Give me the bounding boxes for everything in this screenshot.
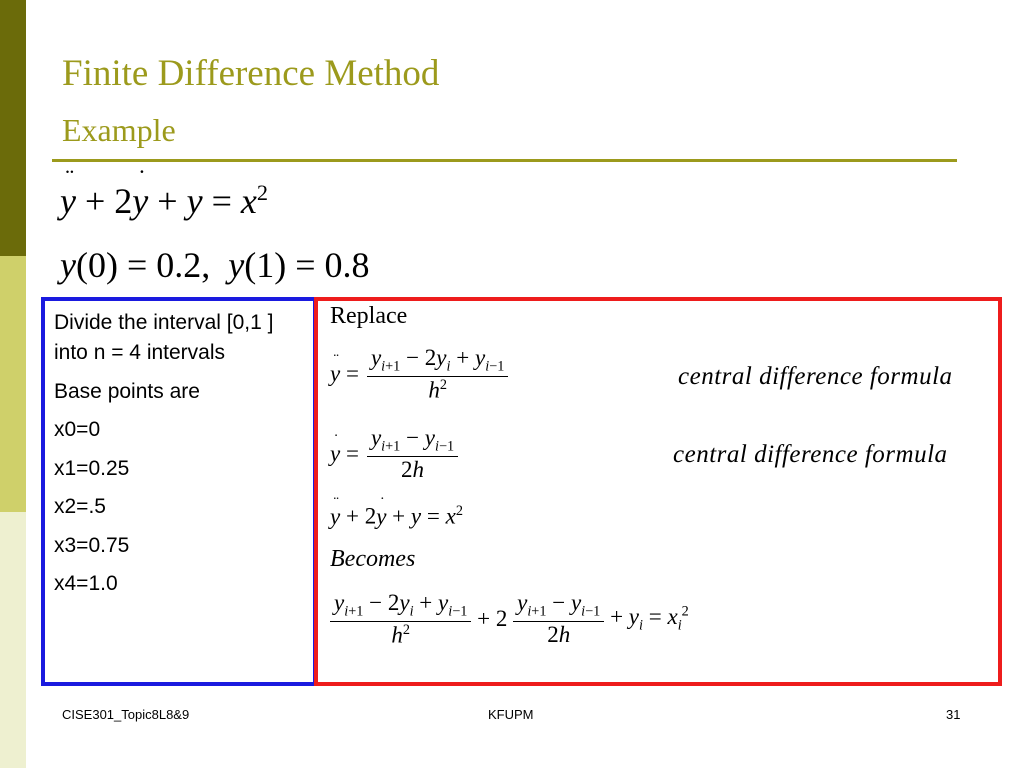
replace-label: Replace: [330, 303, 408, 329]
base-points-heading: Base points are: [54, 379, 200, 403]
left-panel-text: [54, 308, 304, 608]
base-point-item: x2=.5: [54, 495, 106, 519]
ode-equation: ¨ y + 2˙ $y + y = x^2$: [60, 180, 268, 222]
slide-number: 31: [946, 707, 961, 722]
second-derivative-formula: ¨ y = $\frac{y_{i+1} - 2y_i + y_{i-1}}{h^2}$: [330, 345, 508, 403]
decorative-band-top: [0, 0, 26, 256]
boundary-conditions: y(0) = 0.2, y(1) = 0.8: [60, 245, 370, 285]
base-point-item: x1=0.25: [54, 456, 130, 480]
first-derivative-formula: ˙ y = $\frac{y_{i+1} - y_{i-1}}{2h}$: [330, 425, 458, 483]
central-difference-label-1: central difference formula: [678, 363, 953, 390]
title-divider: [52, 159, 957, 162]
becomes-label: Becomes: [330, 546, 416, 572]
footer-institution: KFUPM: [488, 707, 534, 722]
interval-description: Divide the interval [0,1 ] into n = 4 intervals: [54, 311, 274, 365]
base-point-item: x0=0: [54, 418, 101, 442]
footer-course-code: CISE301_Topic8L8&9: [62, 707, 190, 722]
slide-title: Finite Difference Method: [62, 53, 440, 94]
decorative-band-middle: [0, 256, 26, 512]
base-point-item: x3=0.75: [54, 533, 130, 557]
decorative-band-bottom: [0, 512, 26, 768]
slide-subtitle: Example: [62, 112, 176, 148]
ode-equation-restated: ¨ y + 2˙ $y + y = x^2$: [330, 503, 463, 530]
base-point-item: x4=1.0: [54, 572, 118, 596]
discretized-equation: $\frac{y_{i+1} - 2y_i + y_{i-1}}{h^2}$ + 2 $\frac{y_{i+1} - y_{i-1}}{2h}$ + $y_i = x_i^2$: [330, 590, 689, 648]
central-difference-label-2: central difference formula: [673, 441, 948, 468]
